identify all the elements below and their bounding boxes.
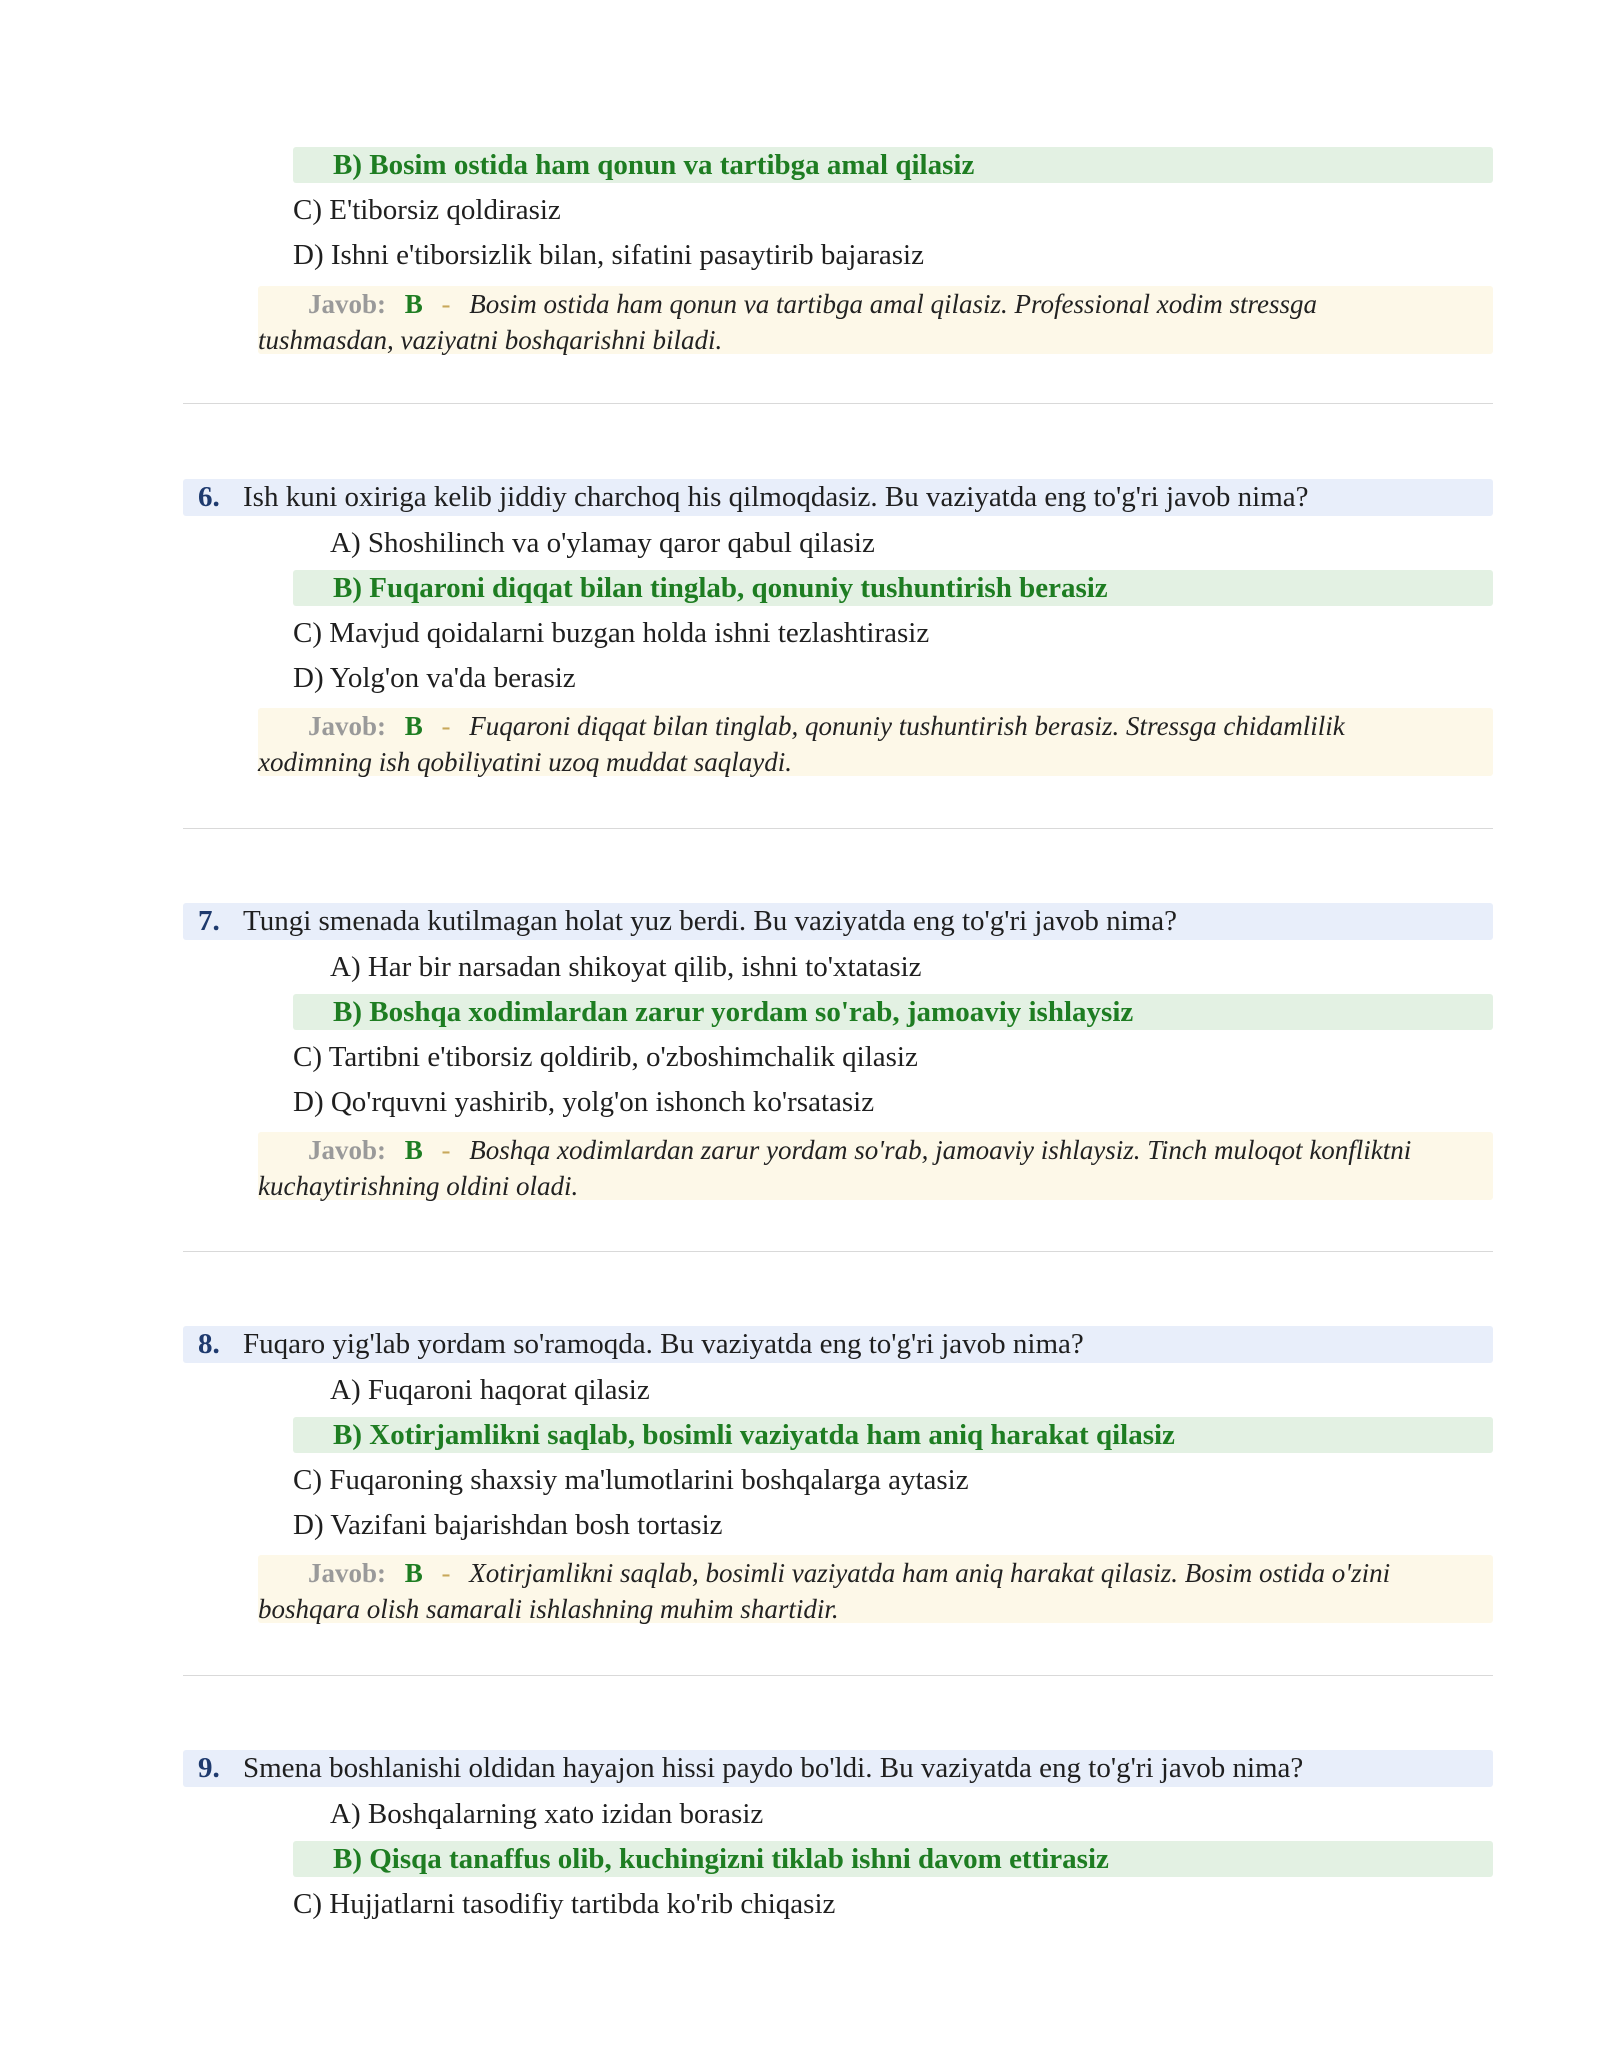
option-d: D) Ishni e'tiborsizlik bilan, sifatini pasaytirib bajarasiz — [293, 239, 924, 271]
option-c: C) Mavjud qoidalarni buzgan holda ishni tezlashtirasiz — [293, 617, 930, 649]
option-d: D) Yolg'on va'da berasiz — [293, 662, 576, 694]
answer-explanation-line2: xodimning ish qobiliyatini uzoq muddat saqlaydi. — [258, 747, 792, 777]
option-b-correct: B) Fuqaroni diqqat bilan tinglab, qonuniy tushuntirish berasiz — [333, 572, 1108, 604]
option-d: D) Qo'rquvni yashirib, yolg'on ishonch ko'rsatasiz — [293, 1086, 875, 1118]
answer-dash: - — [441, 289, 451, 319]
answer-explanation-line1: Bosim ostida ham qonun va tartibga amal qilasiz. Professional xodim stressga — [469, 289, 1318, 319]
question-divider — [183, 403, 1493, 404]
answer-explanation-line1: Fuqaroni diqqat bilan tinglab, qonuniy tushuntirish berasiz. Stressga chidamlilik — [469, 711, 1345, 741]
option-c: C) E'tiborsiz qoldirasiz — [293, 194, 561, 226]
answer-letter: B — [404, 1135, 423, 1165]
answer-dash: - — [441, 1135, 451, 1165]
answer-explanation-line2: tushmasdan, vaziyatni boshqarishni biladi. — [258, 325, 723, 355]
question-text: Fuqaro yig'lab yordam so'ramoqda. Bu vaziyatda eng to'g'ri javob nima? — [243, 1328, 1084, 1360]
option-c: C) Tartibni e'tiborsiz qoldirib, o'zboshimchalik qilasiz — [293, 1041, 918, 1073]
option-b-correct: B) Boshqa xodimlardan zarur yordam so'rab, jamoaviy ishlaysiz — [333, 996, 1134, 1028]
answer-label: Javob: — [308, 711, 387, 741]
option-d: D) Vazifani bajarishdan bosh tortasiz — [293, 1509, 723, 1541]
question-divider — [183, 1675, 1493, 1676]
answer-label: Javob: — [308, 1558, 387, 1588]
answer-label: Javob: — [308, 289, 387, 319]
answer-letter: B — [404, 289, 423, 319]
answer-explanation-line1: Xotirjamlikni saqlab, bosimli vaziyatda ham aniq harakat qilasiz. Bosim ostida o'zini — [469, 1558, 1391, 1588]
answer-explanation-line1: Boshqa xodimlardan zarur yordam so'rab, jamoaviy ishlaysiz. Tinch muloqot konfliktni — [469, 1135, 1412, 1165]
answer-letter: B — [404, 1558, 423, 1588]
option-a: A) Har bir narsadan shikoyat qilib, ishni to'xtatasiz — [330, 951, 922, 983]
answer-letter: B — [404, 711, 423, 741]
answer-box — [258, 286, 1493, 354]
question-divider — [183, 828, 1493, 829]
question-divider — [183, 1251, 1493, 1252]
option-b-correct: B) Bosim ostida ham qonun va tartibga amal qilasiz — [333, 149, 975, 181]
option-a: A) Shoshilinch va o'ylamay qaror qabul qilasiz — [330, 527, 875, 559]
answer-box — [258, 708, 1493, 776]
option-a: A) Fuqaroni haqorat qilasiz — [330, 1374, 650, 1406]
answer-box — [258, 1132, 1493, 1200]
answer-box — [258, 1555, 1493, 1623]
option-b-correct: B) Qisqa tanaffus olib, kuchingizni tiklab ishni davom ettirasiz — [333, 1843, 1109, 1875]
question-number: 9. — [198, 1752, 220, 1784]
answer-explanation-line2: boshqara olish samarali ishlashning muhim shartidir. — [258, 1594, 839, 1624]
question-number: 8. — [198, 1328, 220, 1360]
answer-label: Javob: — [308, 1135, 387, 1165]
option-c: C) Hujjatlarni tasodifiy tartibda ko'rib chiqasiz — [293, 1888, 836, 1920]
option-b-correct: B) Xotirjamlikni saqlab, bosimli vaziyatda ham aniq harakat qilasiz — [333, 1419, 1175, 1451]
question-text: Ish kuni oxiriga kelib jiddiy charchoq his qilmoqdasiz. Bu vaziyatda eng to'g'ri javob nima? — [243, 481, 1309, 513]
question-number: 7. — [198, 905, 220, 937]
question-text: Smena boshlanishi oldidan hayajon hissi paydo bo'ldi. Bu vaziyatda eng to'g'ri javob nima? — [243, 1752, 1304, 1784]
option-c: C) Fuqaroning shaxsiy ma'lumotlarini boshqalarga aytasiz — [293, 1464, 969, 1496]
answer-dash: - — [441, 711, 451, 741]
question-text: Tungi smenada kutilmagan holat yuz berdi. Bu vaziyatda eng to'g'ri javob nima? — [243, 905, 1177, 937]
answer-dash: - — [441, 1558, 451, 1588]
answer-explanation-line2: kuchaytirishning oldini oladi. — [258, 1171, 579, 1201]
question-number: 6. — [198, 481, 220, 513]
option-a: A) Boshqalarning xato izidan borasiz — [330, 1798, 764, 1830]
